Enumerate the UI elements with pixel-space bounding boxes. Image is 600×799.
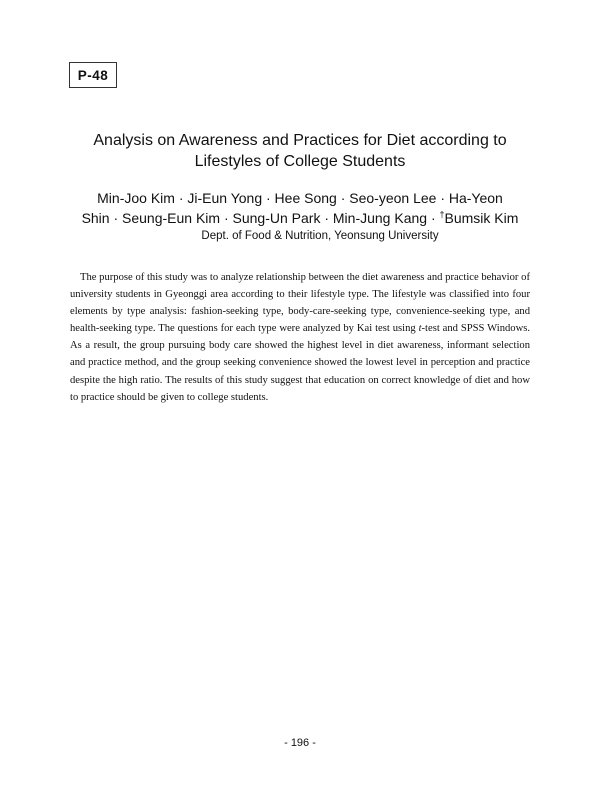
authors-line-1: Min-Joo Kim · Ji-Eun Yong · Hee Song · Seo-yeon Lee · Ha-Yeon <box>97 190 503 206</box>
abstract-text-part-1: The purpose of this study was to analyze relationship between the diet awareness and practice behavior of university students in Gyeonggi area according to their lifestyle type. The lifestyle was classified into four elements by type analysis: fashion-seeking type, body-care-seeking type, convenience-seeking type, and health-seeking type. The questions for each type were analyzed by Kai test using <box>70 272 530 335</box>
title-line-2: Lifestyles of College Students <box>194 153 406 170</box>
corresponding-author-mark: † <box>439 209 445 220</box>
corresponding-author: Bumsik Kim <box>444 210 519 226</box>
abstract-body <box>70 269 530 406</box>
paper-title <box>60 130 540 172</box>
abstract-text-part-2: -test and SPSS Windows. As a result, the group pursuing body care showed the highest level in diet awareness, informant selection and practice method, and the group seeking convenience showed the lowest level in perception and practice despite the high ratio. The results of this study suggest that education on correct knowledge of diet and how to practice should be given to college students. <box>70 323 531 403</box>
title-line-1: Analysis on Awareness and Practices for Diet according to <box>93 132 507 149</box>
author-list <box>70 188 530 228</box>
page-number: - 196 - <box>284 737 316 749</box>
poster-id-badge: P-48 <box>69 62 117 88</box>
affiliation: Dept. of Food & Nutrition, Yeonsung University <box>201 230 439 242</box>
abstract-italic-t: t <box>418 323 422 335</box>
authors-line-2: Shin · Seung-Eun Kim · Sung-Un Park · Min-Jung Kang · <box>81 210 440 226</box>
